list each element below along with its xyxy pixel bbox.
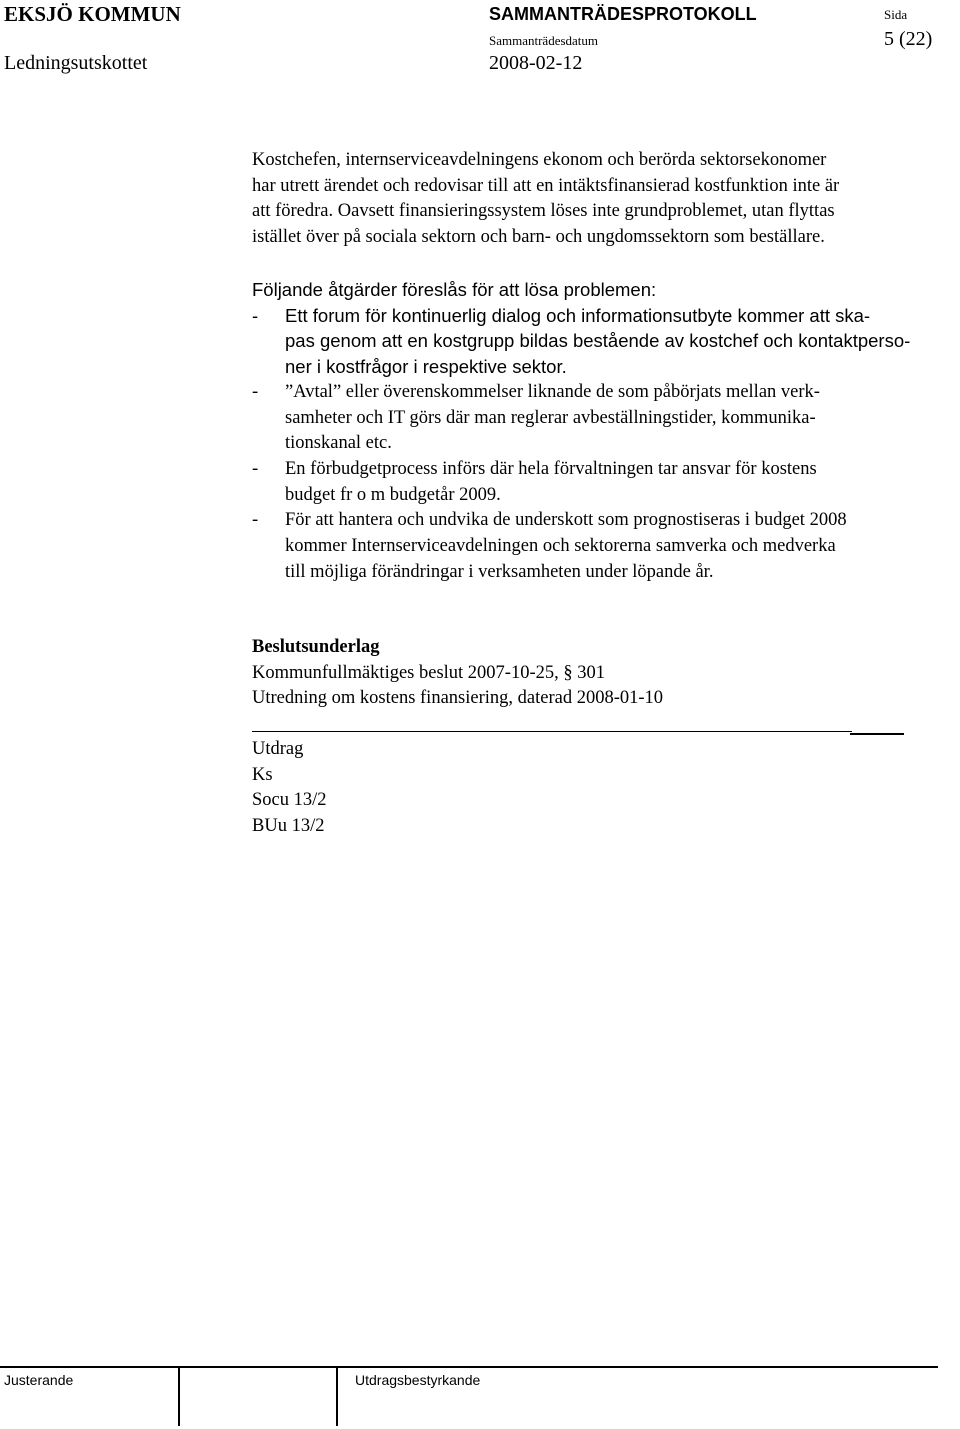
- text-line: För att hantera och undvika de underskott som prognostiseras i budget 2008: [285, 510, 847, 531]
- actions-heading: Följande åtgärder föreslås för att lösa problemen:: [252, 279, 657, 300]
- page-label: Sida: [884, 7, 908, 22]
- divider-line: [252, 731, 852, 732]
- text-line: istället över på sociala sektorn och barn- och ungdomssektorn som beställare.: [252, 227, 825, 248]
- text-line: tionskanal etc.: [285, 433, 392, 454]
- text-line: att föredra. Oavsett finansieringssystem löses inte grundproblemet, utan flyttas: [252, 201, 835, 222]
- text-line: Utredning om kostens finansiering, daterad 2008-01-10: [252, 688, 664, 709]
- page-number: 5 (22): [884, 28, 933, 50]
- meeting-date-label: Sammanträdesdatum: [489, 33, 599, 48]
- bullet-dash: -: [252, 458, 259, 479]
- bullet-dash: -: [252, 381, 259, 402]
- action-item: [252, 457, 910, 508]
- text-line: Socu 13/2: [252, 790, 327, 811]
- text-line: Ett forum för kontinuerlig dialog och informationsutbyte kommer att ska-: [285, 304, 871, 326]
- department-name: Ledningsutskottet: [4, 52, 148, 74]
- footer-rule: [0, 1366, 938, 1368]
- text-line: Kommunfullmäktiges beslut 2007-10-25, § 301: [252, 662, 606, 683]
- text-line: budget fr o m budgetår 2009.: [285, 484, 501, 505]
- text-line: En förbudgetprocess införs där hela förvaltningen tar ansvar för kostens: [285, 458, 817, 479]
- extract-distribution: [252, 737, 327, 840]
- meeting-date: 2008-02-12: [489, 52, 583, 74]
- signature-label-justerande: Justerande: [4, 1372, 74, 1388]
- org-name: EKSJÖ KOMMUN: [4, 2, 181, 26]
- action-item: [252, 303, 910, 380]
- footer-divider: [336, 1368, 338, 1426]
- text-line: Utdrag: [252, 739, 304, 759]
- text-line: kommer Internserviceavdelningen och sektorerna samverka och medverka: [285, 536, 836, 557]
- signature-label-extract-certification: Utdragsbestyrkande: [355, 1372, 481, 1388]
- text-line: har utrett ärendet och redovisar till att en intäktsfinansierad kostfunktion inte är: [252, 175, 840, 196]
- divider-line: [850, 733, 904, 735]
- decision-basis-heading: Beslutsunderlag: [252, 637, 380, 657]
- text-line: Kostchefen, internserviceavdelningens ekonom och berörda sektorsekonomer: [252, 150, 827, 170]
- document-title: SAMMANTRÄDESPROTOKOLL: [489, 4, 757, 24]
- action-item: [252, 508, 910, 585]
- bullet-dash: -: [252, 510, 259, 531]
- text-line: ner i kostfrågor i respektive sektor.: [285, 356, 567, 378]
- footer-divider: [178, 1368, 180, 1426]
- decision-basis-section: [252, 635, 663, 712]
- text-line: BUu 13/2: [252, 816, 325, 837]
- text-line: pas genom att en kostgrupp bildas bestående av kostchef och kontaktperso-: [285, 330, 911, 352]
- text-line: Ks: [252, 764, 273, 785]
- text-line: samheter och IT görs där man reglerar avbeställningstider, kommunika-: [285, 407, 816, 428]
- intro-paragraph: [252, 148, 839, 251]
- action-item: [252, 380, 910, 457]
- text-line: ”Avtal” eller överenskommelser liknande de som påbörjats mellan verk-: [285, 381, 820, 402]
- bullet-dash: -: [252, 304, 259, 326]
- actions-section: [252, 277, 910, 585]
- text-line: till möjliga förändringar i verksamheten under löpande år.: [285, 561, 714, 582]
